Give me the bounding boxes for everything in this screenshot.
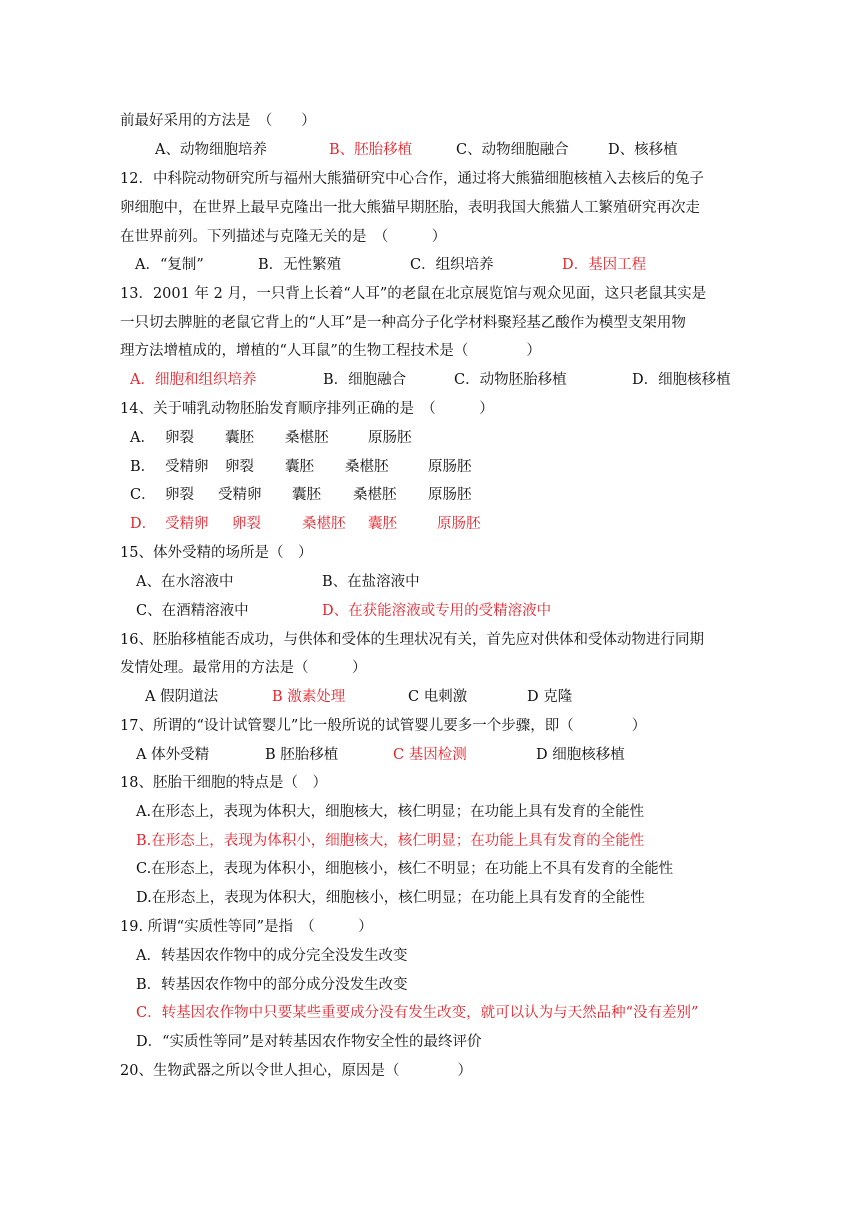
option-text: C． [130, 487, 156, 503]
line-text: 卵细胞中，在世界上最早克隆出一批大熊猫早期胚胎，表明我国大熊猫人工繁殖研究再次走 [120, 200, 700, 216]
option-text: 桑椹胚 [302, 516, 346, 532]
option-text: 桑椹胚 [353, 487, 397, 503]
line-text: A．转基因农作物中的成分完全没发生改变 [136, 948, 408, 964]
option-text: 受精卵 [218, 487, 262, 503]
text-line [120, 944, 750, 968]
line-text: A.在形态上，表现为体积大，细胞核大，核仁明显；在功能上具有发育的全能性 [136, 804, 645, 820]
text-line [120, 743, 750, 767]
option-text: A．“复制” [135, 257, 204, 273]
text-line [120, 685, 750, 709]
option-text: 原肠胚 [428, 459, 472, 475]
option-text: 桑椹胚 [345, 459, 389, 475]
text-line [120, 973, 750, 997]
line-text: B．转基因农作物中的部分成分没发生改变 [136, 977, 408, 993]
option-text: 卵裂 [232, 516, 261, 532]
text-line [120, 1030, 750, 1054]
option-text: 囊胚 [285, 459, 314, 475]
text-line [120, 915, 750, 939]
option-text: D．细胞核移植 [632, 372, 731, 388]
line-text: 理方法增植成的，增植的“人耳鼠”的生物工程技术是（ ） [120, 343, 541, 359]
text-line [120, 339, 750, 363]
line-text: 16、胚胎移植能否成功，与供体和受体的生理状况有关，首先应对供体和受体动物进行同期 [120, 632, 704, 648]
text-line [120, 714, 750, 738]
text-line [120, 483, 750, 507]
option-text: B 激素处理 [272, 689, 346, 705]
option-text: D、在获能溶液或专用的受精溶液中 [322, 603, 552, 619]
line-text: 14、关于哺乳动物胚胎发育顺序排列正确的是 （ ） [120, 401, 494, 417]
option-text: D、核移植 [608, 142, 678, 158]
text-line [120, 771, 750, 795]
option-text: B． [130, 459, 156, 475]
line-text: 15、体外受精的场所是（ ） [120, 545, 313, 561]
option-text: A． [130, 430, 155, 446]
line-text: 17、所谓的“设计试管婴儿”比一般所说的试管婴儿要多一个步骤，即（ ） [120, 718, 647, 734]
option-text: A 假阴道法 [145, 689, 219, 705]
option-text: D． [130, 516, 157, 532]
line-text: D.在形态上，表现为体积大，细胞核小，核仁明显；在功能上具有发育的全能性 [136, 890, 645, 906]
option-text: C、在酒精溶液中 [136, 603, 249, 619]
text-line [120, 368, 750, 392]
option-text: C 电刺激 [408, 689, 468, 705]
text-line [120, 886, 750, 910]
text-line [120, 1001, 750, 1025]
option-text: B、胚胎移植 [329, 142, 413, 158]
text-line [120, 196, 750, 220]
option-text: 受精卵 [165, 459, 209, 475]
text-line [120, 167, 750, 191]
line-text: 在世界前列。下列描述与克隆无关的是 （ ） [120, 229, 447, 245]
option-text: A、动物细胞培养 [155, 142, 267, 158]
option-text: 囊胚 [368, 516, 397, 532]
option-text: B．无性繁殖 [258, 257, 342, 273]
option-text: 卵裂 [225, 459, 254, 475]
option-text: D 克隆 [527, 689, 573, 705]
text-line [120, 512, 750, 536]
option-text: 卵裂 [165, 487, 194, 503]
option-text: D 细胞核移植 [536, 747, 625, 763]
option-text: B 胚胎移植 [265, 747, 339, 763]
line-text: C．转基因农作物中只要某些重要成分没有发生改变，就可以认为与天然品种“没有差别” [136, 1005, 699, 1021]
option-text: 囊胚 [225, 430, 254, 446]
option-text: A．细胞和组织培养 [130, 372, 257, 388]
text-line [120, 282, 750, 306]
option-text: 原肠胚 [437, 516, 481, 532]
line-text: 前最好采用的方法是 （ ） [120, 113, 316, 129]
option-text: C．组织培养 [410, 257, 494, 273]
text-line [120, 455, 750, 479]
option-text: 卵裂 [165, 430, 194, 446]
line-text: C.在形态上，表现为体积小，细胞核小，核仁不明显；在功能上不具有发育的全能性 [136, 861, 674, 877]
option-text: 桑椹胚 [285, 430, 329, 446]
line-text: 12．中科院动物研究所与福州大熊猫研究中心合作，通过将大熊猫细胞核植入去核后的兔子 [120, 171, 704, 187]
text-line [120, 656, 750, 680]
text-line [120, 311, 750, 335]
option-text: 受精卵 [165, 516, 209, 532]
option-text: A 体外受精 [136, 747, 210, 763]
text-line [120, 570, 750, 594]
text-line [120, 1059, 750, 1083]
text-line [120, 109, 750, 133]
option-text: D．基因工程 [562, 257, 647, 273]
line-text: 20、生物武器之所以令世人担心，原因是（ ） [120, 1063, 472, 1079]
line-text: 19. 所谓“实质性等同”是指 （ ） [120, 919, 373, 935]
text-line [120, 628, 750, 652]
text-line [120, 857, 750, 881]
text-line [120, 253, 750, 277]
option-text: 原肠胚 [368, 430, 412, 446]
line-text: 一只切去脾脏的老鼠它背上的“人耳”是一种高分子化学材料聚羟基乙酸作为模型支架用物 [120, 315, 686, 331]
option-text: 囊胚 [292, 487, 321, 503]
line-text: D．“实质性等同”是对转基因农作物安全性的最终评价 [136, 1034, 482, 1050]
text-line [120, 541, 750, 565]
option-text: C 基因检测 [393, 747, 467, 763]
line-text: 13．2001 年 2 月，一只背上长着“人耳”的老鼠在北京展览馆与观众见面，这只老鼠其实是 [120, 286, 707, 302]
option-text: B．细胞融合 [323, 372, 407, 388]
text-line [120, 800, 750, 824]
text-line [120, 829, 750, 853]
line-text: 发情处理。最常用的方法是（ ） [120, 660, 367, 676]
text-line [120, 138, 750, 162]
option-text: 原肠胚 [428, 487, 472, 503]
option-text: C．动物胚胎移植 [454, 372, 567, 388]
line-text: 18、胚胎干细胞的特点是（ ） [120, 775, 327, 791]
text-line [120, 426, 750, 450]
text-line [120, 599, 750, 623]
text-line [120, 225, 750, 249]
line-text: B.在形态上，表现为体积小，细胞核大，核仁明显；在功能上具有发育的全能性 [136, 833, 645, 849]
option-text: C、动物细胞融合 [456, 142, 569, 158]
option-text: B、在盐溶液中 [322, 574, 420, 590]
text-line [120, 397, 750, 421]
option-text: A、在水溶液中 [136, 574, 234, 590]
